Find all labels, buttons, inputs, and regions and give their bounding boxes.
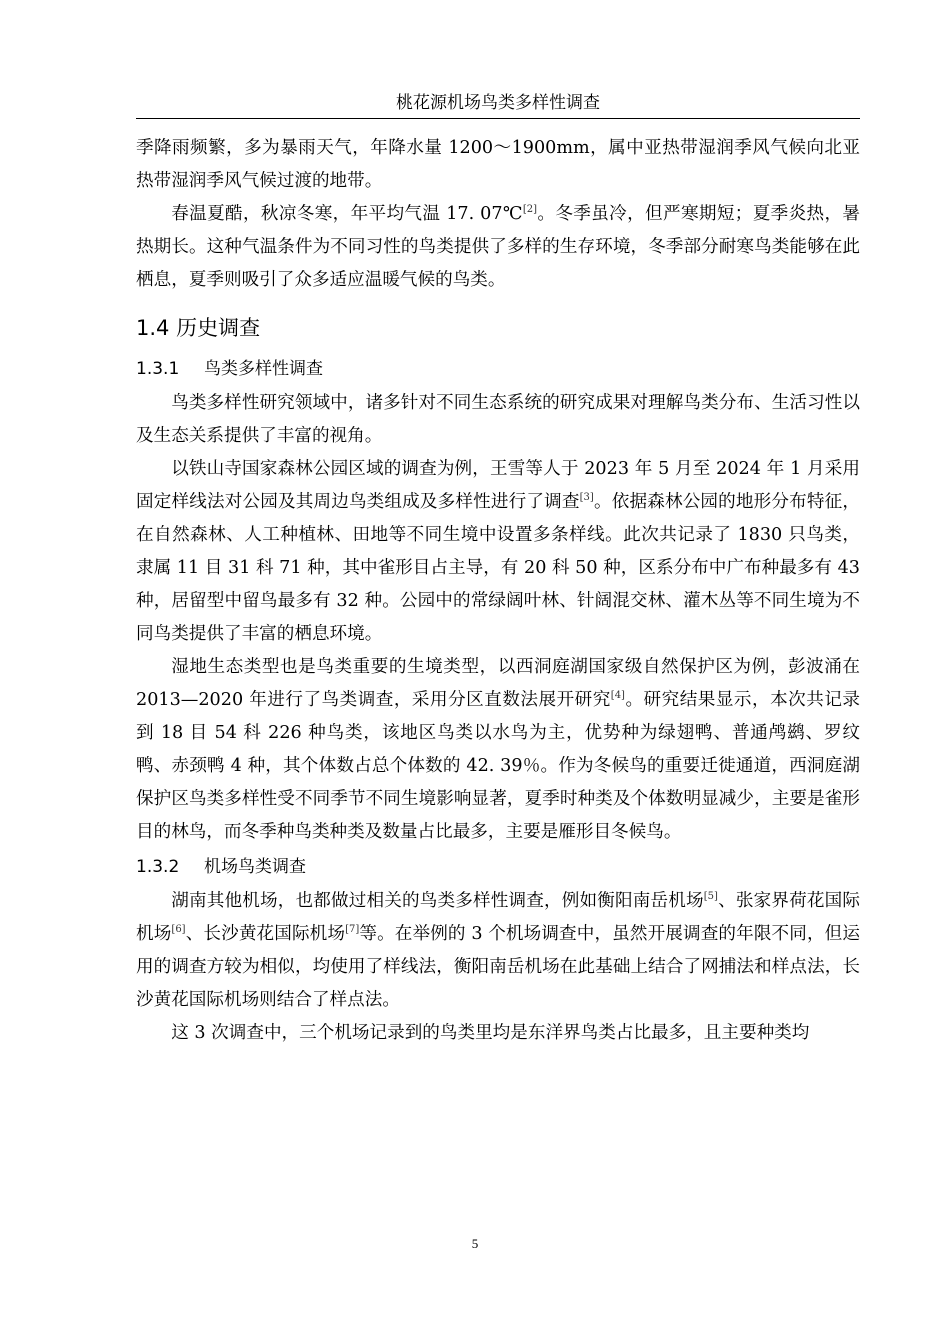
text-run: 、张家界荷花国际机场 <box>136 891 860 944</box>
text-run: 、长沙黄花国际机场 <box>185 924 346 944</box>
subsection-number: 1.3.1 <box>136 359 180 379</box>
text-run: 以铁山寺国家森林公园区域的调查为例，王雪等人于 2023 年 5 月至 2024 年 1 月采用固定样线法对公园及其周边鸟类组成及多样性进行了调查 <box>136 459 860 512</box>
subsection-number: 1.3.2 <box>136 857 180 877</box>
paragraph-bird-diversity-intro: 鸟类多样性研究领域中，诸多针对不同生态系统的研究成果对理解鸟类分布、生活习性以及生态关系提供了丰富的视角。 <box>136 393 860 446</box>
section-heading-1-4: 1.4 历史调查 <box>136 316 261 340</box>
citation-ref[interactable]: [4] <box>610 690 625 701</box>
citation-ref[interactable]: [7] <box>345 924 360 935</box>
text-run: 。研究结果显示，本次共记录到 18 目 54 科 226 种鸟类，该地区鸟类以水鸟为主，优势种为绿翅鸭、普通鸬鹚、罗纹鸭、赤颈鸭 4 种，其个体数占总个体数的 42. 39％。作为冬候鸟的重要迁徙通道，西洞庭湖保护区鸟类多样性受不同季节不同生境影响显著，夏季时种类及个体数明显减少，主要是雀形目的林鸟，而冬季种鸟类种类及数量占比最多，主要是雁形目冬候鸟。 <box>136 690 860 842</box>
subsection-title: 机场鸟类调查 <box>204 857 306 877</box>
paragraph-climate-temperature <box>136 198 860 297</box>
paragraph-climate-rain: 季降雨频繁，多为暴雨天气，年降水量 1200～1900mm，属中亚热带湿润季风气候向北亚热带湿润季风气候过渡的地带。 <box>136 138 860 191</box>
paragraph-west-dongting-survey <box>136 651 860 849</box>
running-header: 桃花源机场鸟类多样性调查 <box>396 93 600 113</box>
paragraph-three-surveys: 这 3 次调查中，三个机场记录到的鸟类里均是东洋界鸟类占比最多，且主要种类均 <box>171 1023 810 1043</box>
subsection-title: 鸟类多样性调查 <box>204 359 323 379</box>
citation-ref[interactable]: [3] <box>579 492 594 503</box>
header-divider <box>136 118 860 119</box>
paragraph-tieshansi-survey <box>136 453 860 651</box>
citation-ref[interactable]: [2] <box>522 204 538 215</box>
text-run: 春温夏酷，秋凉冬寒，年平均气温 17. 07℃ <box>171 204 523 224</box>
page-number: 5 <box>471 1236 479 1251</box>
text-run: 等。在举例的 3 个机场调查中，虽然开展调查的年限不同，但运用的调查方较为相似，均使用了样线法，衡阳南岳机场在此基础上结合了网捕法和样点法，长沙黄花国际机场则结合了样点法。 <box>136 924 860 1010</box>
text-run: 湖南其他机场，也都做过相关的鸟类多样性调查，例如衡阳南岳机场 <box>171 891 704 911</box>
paragraph-hunan-airports <box>136 885 860 1017</box>
text-run: 。冬季虽冷，但严寒期短；夏季炎热，暑热期长。这种气温条件为不同习性的鸟类提供了多样的生存环境，冬季部分耐寒鸟类能够在此栖息，夏季则吸引了众多适应温暖气候的鸟类。 <box>136 204 860 290</box>
subsection-heading-1-3-1 <box>136 355 860 383</box>
document-body <box>136 132 860 1050</box>
subsection-heading-1-3-2 <box>136 853 860 881</box>
citation-ref[interactable]: [5] <box>703 891 718 902</box>
citation-ref[interactable]: [6] <box>171 924 186 935</box>
text-run: 。依据森林公园的地形分布特征，在自然森林、人工种植林、田地等不同生境中设置多条样线。此次共记录了 1830 只鸟类，隶属 11 目 31 科 71 种，其中雀形目占主导，有 20 科 50 种，区系分布中广布种最多有 43 种，居留型中留鸟最多有 32 种。公园中的常绿阔叶林、针阔混交林、灌木丛等不同生境为不同鸟类提供了丰富的栖息环境。 <box>136 492 860 644</box>
text-run: 湿地生态类型也是鸟类重要的生境类型，以西洞庭湖国家级自然保护区为例，彭波涌在 2013—2020 年进行了鸟类调查，采用分区直数法展开研究 <box>136 657 860 710</box>
